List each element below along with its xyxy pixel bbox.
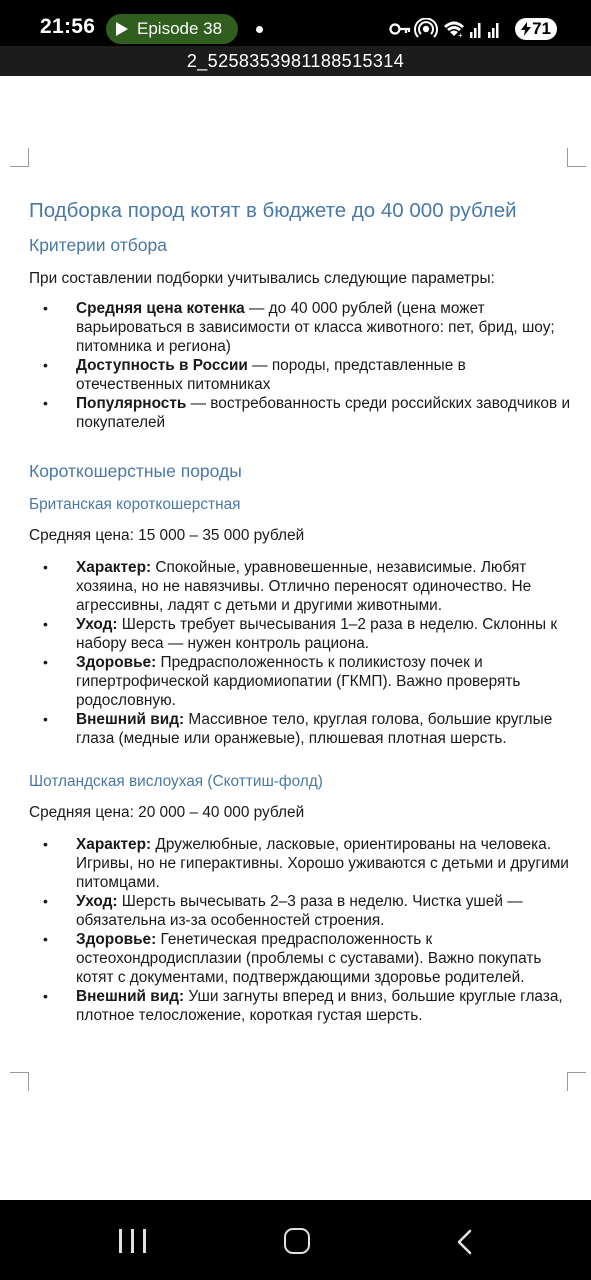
back-icon[interactable]	[455, 1229, 473, 1255]
criteria-list	[29, 299, 574, 432]
list-item	[29, 558, 574, 615]
bullet-icon: •	[43, 654, 48, 670]
status-time: 21:56	[40, 15, 96, 38]
breed-price: Средняя цена: 15 000 – 35 000 рублей	[29, 527, 305, 544]
bullet-icon: •	[43, 395, 48, 411]
list-item	[29, 653, 574, 710]
status-bar	[0, 0, 591, 46]
home-icon[interactable]	[284, 1228, 310, 1254]
list-item-label: Здоровье:	[76, 654, 157, 671]
breed-price: Средняя цена: 20 000 – 40 000 рублей	[29, 804, 305, 821]
list-item-text: Дружелюбные, ласковые, ориентированы на человека. Игривы, но не гиперактивны. Хорошо уживаются с детьми и другими питомцами.	[76, 836, 569, 891]
list-item-label: Средняя цена котенка	[76, 300, 245, 317]
bullet-icon: •	[43, 836, 48, 852]
list-item-text: Предрасположенность к поликистозу почек и гипертрофической кардиомиопатии (ГКМП). Важно проверять родословную.	[76, 654, 521, 709]
list-item	[29, 710, 574, 748]
list-item	[29, 394, 574, 432]
list-item	[29, 930, 574, 987]
bullet-icon: •	[43, 988, 48, 1004]
signal-1-icon	[470, 23, 481, 38]
list-item-text: — востребованность среди российских заводчиков и покупателей	[76, 395, 571, 431]
battery-level: 71	[532, 19, 551, 38]
bullet-icon: •	[43, 931, 48, 947]
list-item-text: Шерсть требует вычесывания 1–2 раза в неделю. Склонны к набору веса — нужен контроль рациона.	[76, 616, 558, 652]
charging-bolt-icon	[520, 22, 532, 36]
document-title: Подборка пород котят в бюджете до 40 000 рублей	[29, 199, 517, 222]
play-icon	[116, 22, 128, 36]
breed-details-list	[29, 835, 574, 1025]
breed-heading: Шотландская вислоухая (Скоттиш-фолд)	[29, 773, 323, 790]
list-item-label: Уход:	[76, 616, 118, 633]
page-corner-mark	[567, 1072, 586, 1091]
bullet-icon: •	[43, 300, 48, 316]
list-item-label: Доступность в России	[76, 357, 248, 374]
system-status-icons	[388, 18, 508, 40]
bullet-icon: •	[43, 559, 48, 575]
breed-details-list	[29, 558, 574, 748]
bullet-icon: •	[43, 711, 48, 727]
list-item-text: — до 40 000 рублей (цена может варьироваться в зависимости от класса животного: пет, брид, шоу; питомника и региона)	[76, 300, 555, 355]
list-item-label: Характер:	[76, 836, 152, 853]
criteria-heading: Критерии отбора	[29, 235, 167, 255]
list-item-label: Внешний вид:	[76, 711, 185, 728]
media-pill[interactable]	[106, 14, 238, 44]
media-pill-label: Episode 38	[137, 19, 223, 38]
document-title-bar: 2_5258353981188515314	[0, 46, 591, 76]
battery-indicator	[515, 18, 557, 40]
navigation-bar	[0, 1200, 591, 1280]
bullet-icon: •	[43, 357, 48, 373]
page-corner-mark	[10, 1072, 29, 1091]
signal-2-icon	[488, 23, 499, 38]
list-item-label: Внешний вид:	[76, 988, 185, 1005]
hotspot-icon	[415, 18, 437, 37]
page-corner-mark	[567, 148, 586, 167]
notification-dot-icon	[256, 26, 263, 33]
criteria-intro: При составлении подборки учитывались следующие параметры:	[29, 270, 495, 287]
list-item-text: Шерсть вычесывать 2–3 раза в неделю. Чистка ушей — обязательна из-за особенностей строения.	[76, 893, 523, 929]
bullet-icon: •	[43, 893, 48, 909]
list-item-text: Массивное тело, круглая голова, большие круглые глаза (медные или оранжевые), плюшевая плотная шерсть.	[76, 711, 553, 747]
document-content	[29, 198, 574, 1025]
list-item	[29, 892, 574, 930]
list-item-label: Популярность	[76, 395, 187, 412]
list-item	[29, 356, 574, 394]
list-item	[29, 987, 574, 1025]
list-item-label: Характер:	[76, 559, 152, 576]
list-item	[29, 299, 574, 356]
list-item	[29, 835, 574, 892]
list-item-text: Уши загнуты вперед и вниз, большие круглые глаза, плотное телосложение, короткая густая шерсть.	[76, 988, 563, 1024]
wifi-icon	[444, 22, 464, 41]
list-item	[29, 615, 574, 653]
breed-heading: Британская короткошерстная	[29, 496, 241, 513]
list-item-label: Уход:	[76, 893, 118, 910]
list-item-label: Здоровье:	[76, 931, 157, 948]
svg-text:+: +	[458, 31, 463, 40]
list-item-text: Спокойные, уравновешенные, независимые. Любят хозяина, но не навязчивы. Отлично переносят одиночество. Не агрессивны, ладят с детьми и другими животными.	[76, 559, 532, 614]
list-item-text: Генетическая предрасположенность к остеохондродисплазии (проблемы с суставами). Важно покупать котят с документами, подтверждающими здоровье родителей.	[76, 931, 542, 986]
document-page[interactable]	[0, 76, 591, 1200]
shorthair-heading: Короткошерстные породы	[29, 461, 242, 481]
list-item-text: — породы, представленные в отечественных питомниках	[76, 357, 466, 393]
page-corner-mark	[10, 148, 29, 167]
key-icon	[391, 25, 411, 34]
bullet-icon: •	[43, 616, 48, 632]
recents-icon[interactable]	[119, 1229, 147, 1253]
